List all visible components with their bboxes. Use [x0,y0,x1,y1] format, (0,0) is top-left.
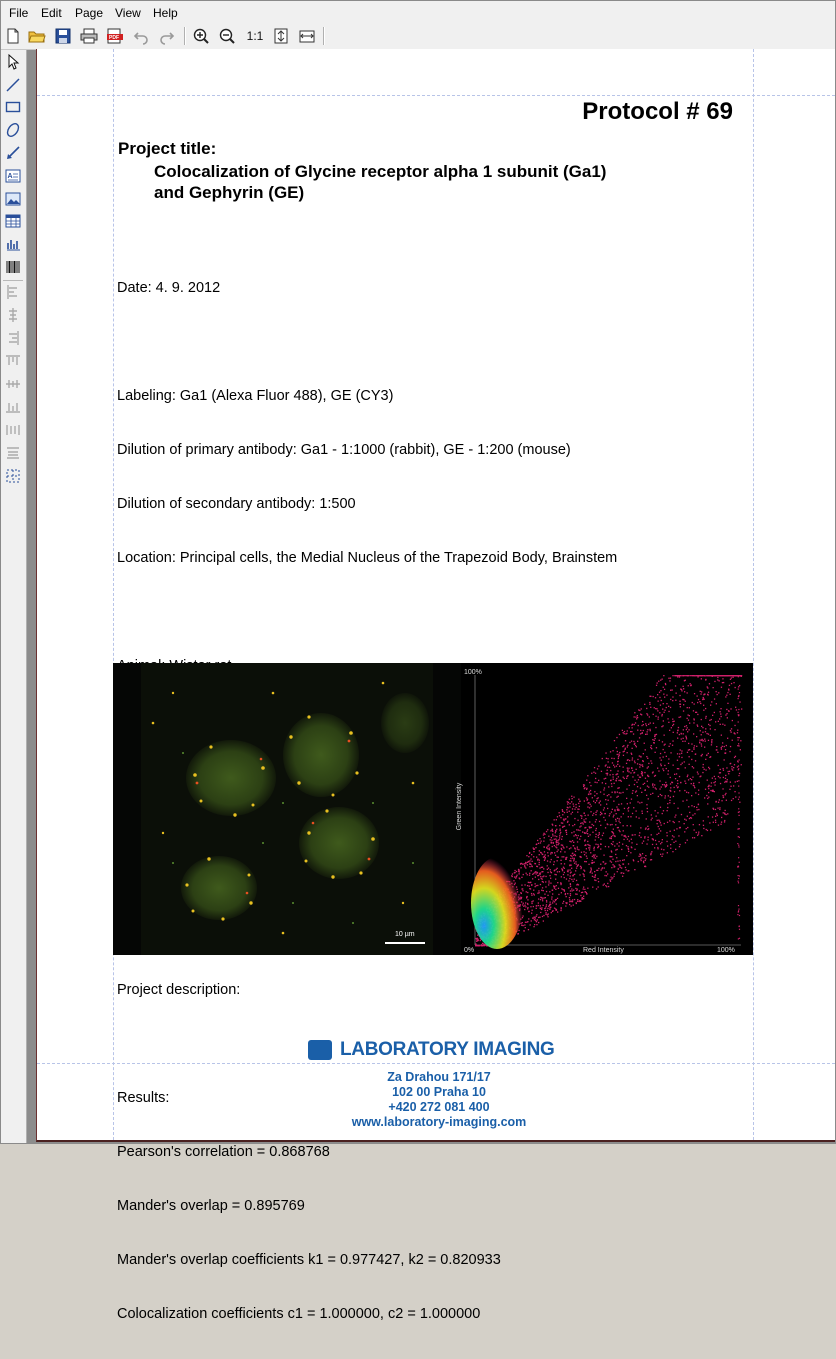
barcode-icon[interactable] [4,258,22,276]
line-icon[interactable] [4,76,22,94]
scatter-x-right-label: 100% [717,947,735,954]
report-page [36,49,835,1322]
scatter-y-axis-label: Green Intensity [456,782,464,831]
dilution-secondary-text: Dilution of secondary antibody: 1:500 [117,496,356,512]
redo-icon[interactable] [157,26,177,46]
scatter-x-left-label: 0% [464,947,475,954]
table-icon[interactable] [4,212,22,230]
protocol-number: Protocol # 69 [582,98,733,125]
align-top-icon[interactable] [4,352,22,370]
margin-guide [753,49,754,1140]
chart-icon[interactable] [4,235,22,253]
company-address [37,1070,835,1130]
coloc-text: Colocalization coefficients c1 = 1.000000, c2 = 1.000000 [117,1306,481,1322]
distribute-vertical-icon[interactable] [4,444,22,462]
page-width-icon[interactable] [297,26,317,46]
align-right-icon[interactable] [4,329,22,347]
company-logo [308,1039,555,1061]
text-box-icon[interactable] [4,167,22,185]
scatter-y-top-label: 100% [464,669,482,676]
logo-text: LABORATORY IMAGING [340,1039,555,1060]
image-icon[interactable] [4,190,22,208]
toolbar-separator [184,27,186,45]
toolbar-separator [3,280,23,281]
date-text: Date: 4. 9. 2012 [117,280,221,296]
address-city: 102 00 Praha 10 [392,1085,486,1099]
scatter-x-axis-label: Red Intensity [583,947,624,954]
labeling-text: Labeling: Ga1 (Alexa Fluor 488), GE (CY3) [117,388,394,404]
ellipse-icon[interactable] [4,121,22,139]
align-left-icon[interactable] [4,283,22,301]
address-street: Za Drahou 171/17 [387,1070,491,1084]
menu-edit[interactable]: Edit [41,6,62,20]
pointer-icon[interactable] [4,53,22,71]
drawing-toolbar [1,50,27,1143]
margin-guide [113,49,114,1140]
arrow-icon[interactable] [4,144,22,162]
align-middle-icon[interactable] [4,375,22,393]
microscopy-image [113,663,464,955]
microscopy-image-graphic [113,663,464,955]
align-center-icon[interactable] [4,306,22,324]
fit-page-icon[interactable] [271,26,291,46]
logo-mark-icon [308,1040,332,1060]
menu-page[interactable]: Page [75,6,104,20]
scale-bar-label: 10 µm [395,931,415,938]
align-bottom-icon[interactable] [4,398,22,416]
print-icon[interactable] [79,26,99,46]
rectangle-icon[interactable] [4,98,22,116]
zoom-out-icon[interactable] [217,26,237,46]
svg-text:A: A [7,173,13,180]
menu-bar [1,1,835,23]
open-icon[interactable] [27,26,47,46]
address-phone: +420 272 081 400 [388,1100,490,1114]
project-title-line: and Gephyrin (GE) [154,183,305,202]
toolbar-separator [323,27,325,45]
results-label: Results: [117,1090,170,1106]
description-text: Project description: [117,982,241,998]
main-toolbar [1,23,835,50]
scatter-plot [456,663,753,955]
project-title-line: Colocalization of Glycine receptor alpha 1 subunit (Ga1) [154,162,607,181]
menu-view[interactable]: View [115,6,141,20]
pearson-text: Pearson's correlation = 0.868768 [117,1144,330,1160]
image-panel[interactable] [113,663,753,955]
address-web[interactable]: www.laboratory-imaging.com [351,1115,527,1129]
menu-help[interactable]: Help [153,6,178,20]
distribute-horizontal-icon[interactable] [4,421,22,439]
location-text: Location: Principal cells, the Medial Nucleus of the Trapezoid Body, Brainstem [117,550,618,566]
undo-icon[interactable] [131,26,151,46]
pdf-icon[interactable] [105,26,125,46]
svg-text:PDF: PDF [109,35,119,41]
grid-icon[interactable] [4,467,22,485]
new-icon[interactable] [3,26,23,46]
project-title [154,161,606,203]
manders-k-text: Mander's overlap coefficients k1 = 0.977427, k2 = 0.820933 [117,1252,501,1268]
zoom-in-icon[interactable] [191,26,211,46]
menu-file[interactable]: File [9,6,29,20]
project-title-label: Project title: [118,139,217,158]
dilution-primary-text: Dilution of primary antibody: Ga1 - 1:1000 (rabbit), GE - 1:200 (mouse) [117,442,571,458]
save-icon[interactable] [53,26,73,46]
zoom-1to1-button[interactable]: 1:1 [246,29,264,43]
scatter-plot-graphic [461,663,753,955]
margin-guide [37,95,835,96]
manders-text: Mander's overlap = 0.895769 [117,1198,305,1214]
